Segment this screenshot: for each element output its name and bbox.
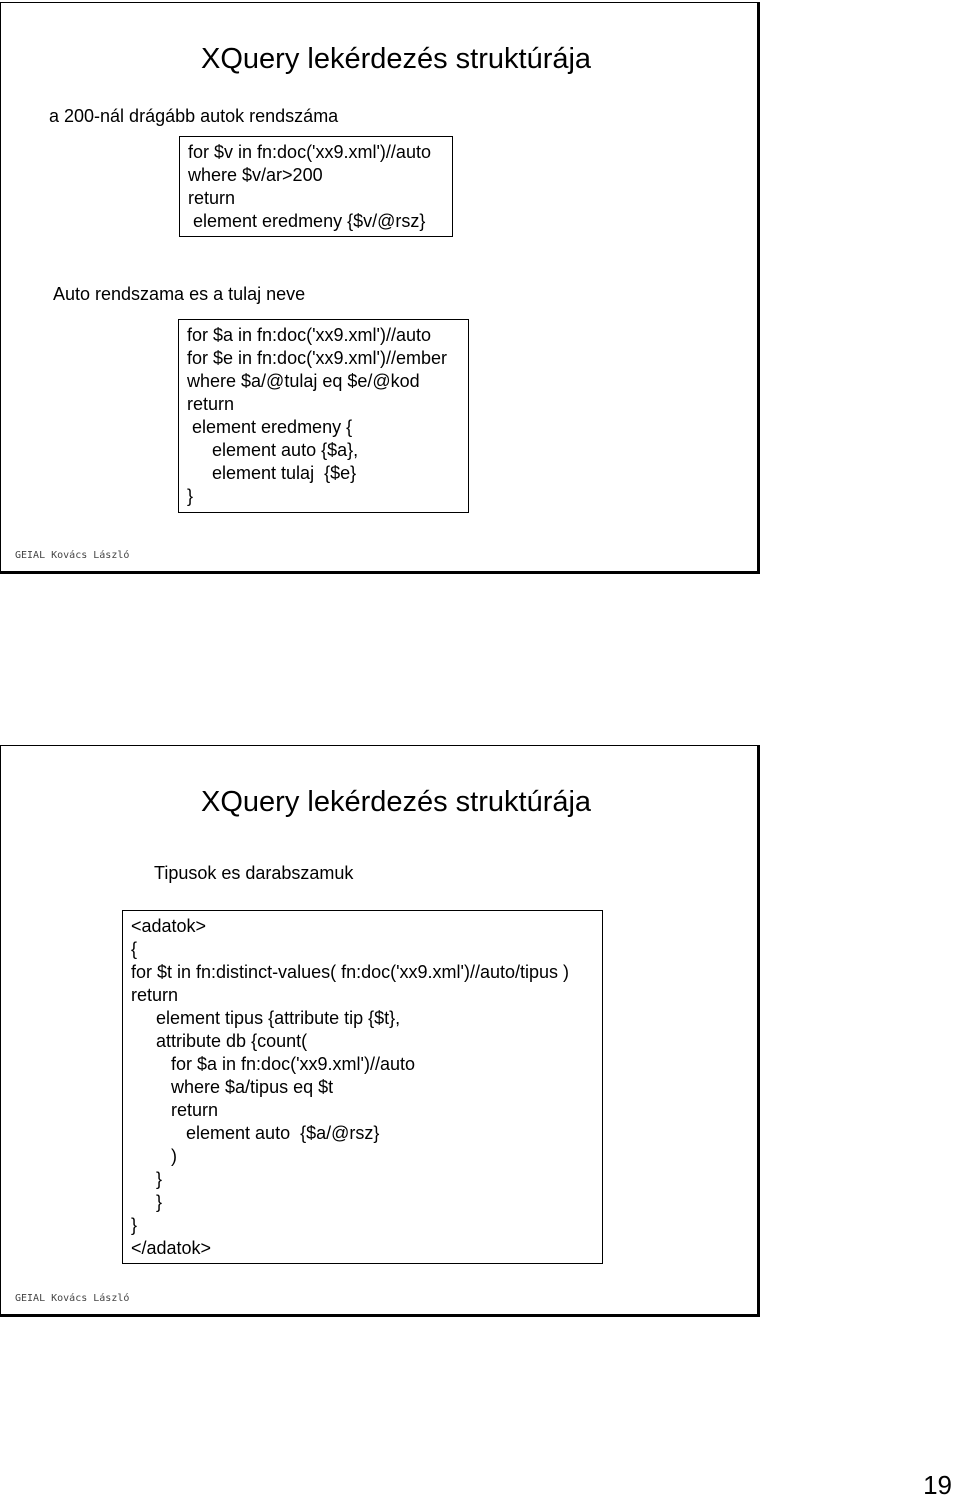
code-line: for $v in fn:doc('xx9.xml')//auto: [188, 142, 431, 162]
slide-2: [0, 745, 760, 1317]
slide-footer: GEIAL Kovács László: [15, 550, 130, 561]
slide-footer: GEIAL Kovács László: [15, 1293, 130, 1304]
code-line: for $a in fn:doc('xx9.xml')//auto: [187, 325, 431, 345]
page-number: 19: [923, 1470, 952, 1500]
code-line: for $t in fn:distinct-values( fn:doc('xx9.xml')//auto/tipus ): [131, 962, 570, 982]
code-line: }: [131, 1169, 163, 1189]
code-box-query-2: [178, 319, 469, 513]
code-line: where $v/ar>200: [188, 165, 323, 185]
code-line: }: [131, 1215, 138, 1235]
code-box-query-1: [179, 136, 453, 237]
code-line: element auto {$a/@rsz}: [131, 1123, 380, 1143]
slide-1: [0, 2, 760, 574]
caption-types-count: Tipusok es darabszamuk: [154, 863, 354, 883]
slide-title: XQuery lekérdezés struktúrája: [201, 786, 592, 818]
code-line: }: [187, 486, 194, 506]
code-line: return: [131, 985, 179, 1005]
code-line: element eredmeny {$v/@rsz}: [188, 211, 426, 231]
caption-expensive-cars: a 200-nál drágább autok rendszáma: [49, 106, 339, 126]
code-line: where $a/@tulaj eq $e/@kod: [187, 371, 420, 391]
slide-title: XQuery lekérdezés struktúrája: [201, 43, 592, 75]
code-line: return: [131, 1100, 219, 1120]
code-line: attribute db {count(: [131, 1031, 308, 1051]
code-line: ): [131, 1146, 178, 1166]
code-line: element eredmeny {: [187, 417, 353, 437]
code-line: element auto {$a},: [187, 440, 359, 460]
code-line: element tulaj {$e}: [187, 463, 357, 483]
code-line: </adatok>: [131, 1238, 212, 1258]
code-line: return: [187, 394, 235, 414]
code-line: where $a/tipus eq $t: [131, 1077, 334, 1097]
code-line: for $a in fn:doc('xx9.xml')//auto: [131, 1054, 415, 1074]
code-line: element tipus {attribute tip {$t},: [131, 1008, 401, 1028]
code-line: return: [188, 188, 236, 208]
code-line: for $e in fn:doc('xx9.xml')//ember: [187, 348, 447, 368]
code-line: {: [131, 939, 138, 959]
code-line: }: [131, 1192, 163, 1212]
code-box-query-3: [122, 910, 603, 1264]
caption-owner-name: Auto rendszama es a tulaj neve: [53, 284, 306, 304]
code-line: <adatok>: [131, 916, 207, 936]
